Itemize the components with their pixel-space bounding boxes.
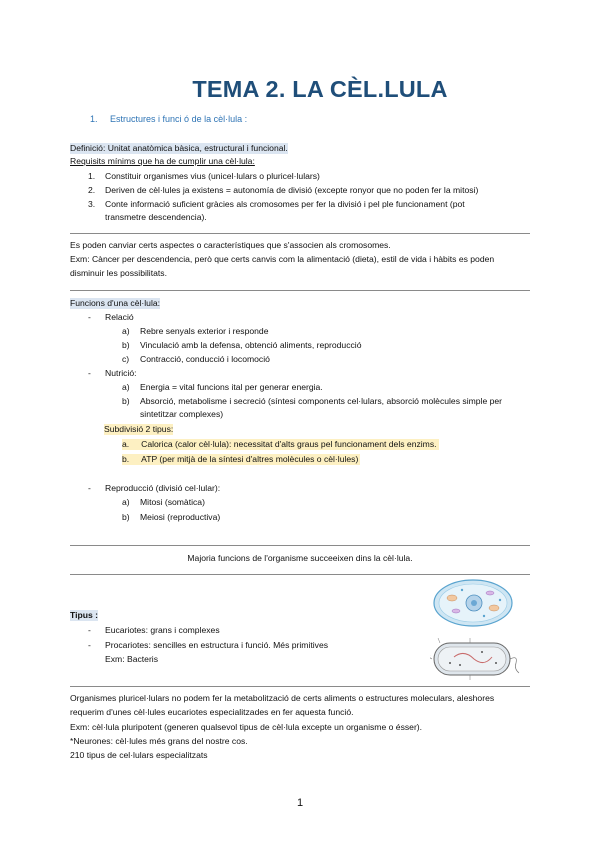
summary-line: Majoria funcions de l'organisme succeeixen dins la cèl·lula. [187,553,413,563]
list-marker: b. [122,454,130,464]
subdivision-item [122,454,360,465]
bullet-dash: - [88,483,91,493]
list-item: Meiosi (reproductiva) [140,512,221,522]
bullet-dash: - [88,625,91,635]
paragraph-line: Organismes pluricel·lulars no podem fer la metabolització de certs aliments o estructures moleculars, aleshores [70,693,495,703]
list-marker: b) [122,396,130,406]
function-nutricio: Nutrició: [105,368,137,378]
list-item: Absorció, metabolisme i secreció (síntesi components cel·lulars, absorció molècules simple per [140,396,503,406]
divider [70,545,530,546]
bullet-dash: - [88,312,91,322]
paragraph-line: disminuir les possibilitats. [70,268,167,278]
paragraph-line: requerim d'unes cèl·lules eucariotes especialitzades en fer aquesta funció. [70,707,354,717]
function-relacio: Relació [105,312,134,322]
page-number: 1 [296,797,304,809]
type-eucariotes: Eucariotes: grans i complexes [105,625,220,635]
bullet-dash: - [88,640,91,650]
list-item: Mitosi (somàtica) [140,497,205,507]
function-reproduccio: Reproducció (divisió cel·lular): [105,483,221,493]
list-number: 1. [88,171,96,181]
list-marker: c) [122,354,130,364]
list-item: Rebre senyals exterior i responde [140,326,269,336]
type-example: Exm: Bacteris [105,654,159,664]
list-item: Calorica (calor cèl·lula): necessitat d'alts graus pel funcionament dels enzims. [141,439,437,449]
list-number: 2. [88,185,96,195]
list-item: Vinculació amb la defensa, obtenció aliments, reproducció [140,340,362,350]
requirements-heading: Requisits mínims que ha de cumplir una cèl·lula: [70,156,255,166]
definition: Definició: Unitat anatòmica bàsica, estructural i funcional. [70,143,288,153]
paragraph-line: Es poden canviar certs aspectes o característiques que s'associen als cromosomes. [70,240,391,250]
functions-heading: Funcions d'una cèl·lula: [70,298,161,308]
list-marker: a) [122,382,130,392]
paragraph-line: 210 tipus de cel·lulars especialitzats [70,750,208,760]
subdivision-item [122,439,439,450]
subdivision-heading: Subdivisió 2 tipus: [104,424,174,434]
paragraph-line: Exm: Càncer per descendencia, però que certs canvis com la alimentació (dieta), estil de vida i hàbits es poden [70,254,495,264]
list-number: 3. [88,199,96,209]
list-marker: b) [122,512,130,522]
list-item: sintetitzar complexes) [140,409,224,419]
list-marker: a) [122,497,130,507]
divider [70,290,530,291]
eukaryotic-cell-image [432,578,514,628]
divider [70,686,530,687]
section-number: 1. [90,114,98,124]
list-item: Deriven de cèl·lules ja existens = autonomía de divisió (excepte ronyor que no poden fer la mitosi) [105,185,479,195]
section-label: Estructures i funci ó de la cèl·lula : [110,114,248,124]
list-item: Contracció, conducció i locomoció [140,354,270,364]
list-marker: b) [122,340,130,350]
paragraph-line: *Neurones: cèl·lules més grans del nostre cos. [70,736,248,746]
divider [70,574,530,575]
section-heading [90,114,247,124]
page-title: TEMA 2. LA CÈL.LULA [192,76,448,102]
list-item: transmetre descendencia). [105,212,207,222]
divider [70,233,530,234]
list-item: Energia = vital funcions ital per generar energia. [140,382,323,392]
list-item: Constituir organismes vius (unicel·lulars o pluricel·lulars) [105,171,320,181]
list-marker: a. [122,439,130,449]
prokaryotic-cell-image [430,637,520,681]
bullet-dash: - [88,368,91,378]
list-item: Conte informació suficient gràcies als cromosomes per fer la divisió i pel ple funcionament (pot [105,199,465,209]
list-marker: a) [122,326,130,336]
paragraph-line: Exm: cèl·lula pluripotent (generen qualsevol tipus de cèl·lula excepte un organisme o ésser). [70,722,423,732]
types-heading: Tipus : [70,610,99,620]
type-procariotes: Procariotes: sencilles en estructura i funció. Més primitives [105,640,329,650]
list-item: ATP (per mitjà de la síntesi d'altres molècules o cèl·lules) [141,454,359,464]
